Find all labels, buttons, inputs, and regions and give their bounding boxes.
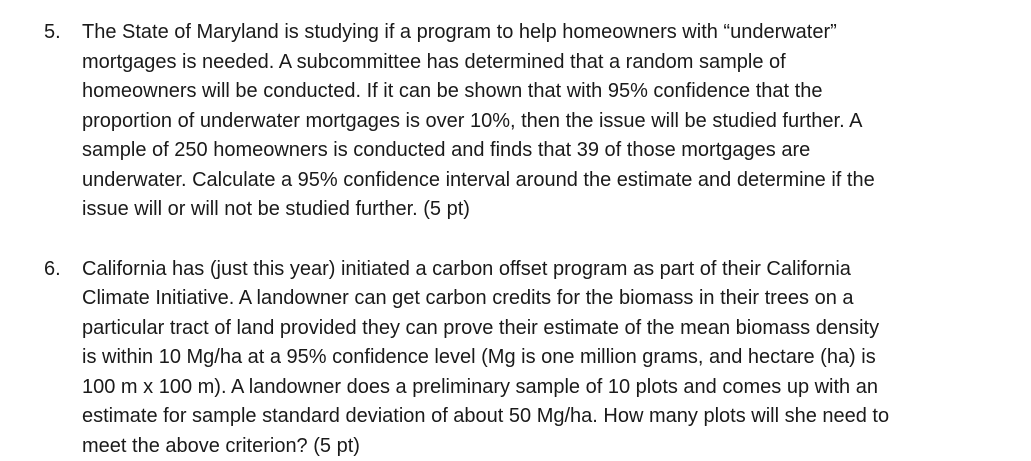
question-number: 5. <box>44 18 80 48</box>
question-line: mortgages is needed. A subcommittee has determined that a random sample of <box>82 48 1011 78</box>
question-6 <box>44 255 1011 461</box>
question-line: is within 10 Mg/ha at a 95% confidence level (Mg is one million grams, and hectare (ha) is <box>82 343 1011 373</box>
question-line: particular tract of land provided they can prove their estimate of the mean biomass density <box>82 314 1011 344</box>
question-line: estimate for sample standard deviation of about 50 Mg/ha. How many plots will she need to <box>82 402 1011 432</box>
question-line: proportion of underwater mortgages is over 10%, then the issue will be studied further. A <box>82 107 1011 137</box>
question-text <box>82 255 1011 461</box>
question-line: 100 m x 100 m). A landowner does a preliminary sample of 10 plots and comes up with an <box>82 373 1011 403</box>
question-line: California has (just this year) initiated a carbon offset program as part of their California <box>82 255 1011 285</box>
question-line: underwater. Calculate a 95% confidence interval around the estimate and determine if the <box>82 166 1011 196</box>
question-line: The State of Maryland is studying if a program to help homeowners with “underwater” <box>82 18 1011 48</box>
question-line: Climate Initiative. A landowner can get carbon credits for the biomass in their trees on a <box>82 284 1011 314</box>
question-text <box>82 18 1011 225</box>
question-line: sample of 250 homeowners is conducted and finds that 39 of those mortgages are <box>82 136 1011 166</box>
question-line: homeowners will be conducted. If it can be shown that with 95% confidence that the <box>82 77 1011 107</box>
question-line: issue will or will not be studied further. (5 pt) <box>82 195 1011 225</box>
paragraph-spacer <box>0 225 1031 255</box>
question-5 <box>44 18 1011 225</box>
question-line: meet the above criterion? (5 pt) <box>82 432 1011 461</box>
question-number: 6. <box>44 255 80 285</box>
